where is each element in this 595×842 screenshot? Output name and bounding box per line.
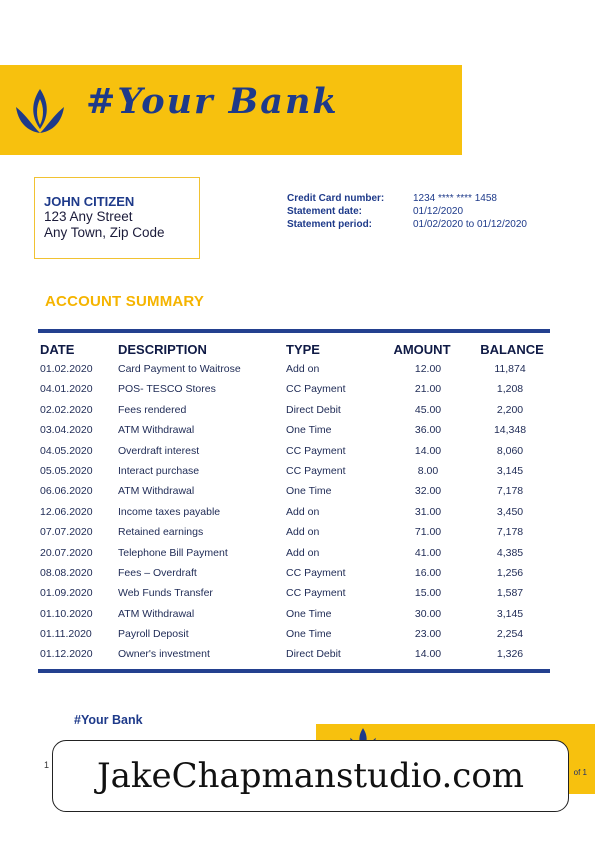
row-balance: 1,256 xyxy=(496,566,524,579)
row-amount: 8.00 xyxy=(417,464,439,477)
row-description: Income taxes payable xyxy=(118,505,221,518)
row-balance: 2,254 xyxy=(496,628,524,641)
header-balance: BALANCE xyxy=(480,342,544,357)
lotus-leaf-icon xyxy=(12,85,68,141)
table-header xyxy=(38,342,550,361)
customer-name: JOHN CITIZEN xyxy=(44,194,135,209)
row-balance: 14,348 xyxy=(493,424,527,437)
row-balance: 4,385 xyxy=(496,546,524,559)
table-row xyxy=(38,483,550,503)
customer-address-box xyxy=(34,177,200,259)
row-description: Fees rendered xyxy=(118,403,187,416)
row-amount: 16.00 xyxy=(414,566,442,579)
row-balance: 1,208 xyxy=(496,383,524,396)
row-balance: 2,200 xyxy=(496,403,524,416)
row-description: Payroll Deposit xyxy=(118,628,189,641)
row-balance: 3,450 xyxy=(496,505,524,518)
row-date: 01.09.2020 xyxy=(40,587,93,600)
row-type: Add on xyxy=(286,363,320,375)
row-type: One Time xyxy=(286,485,332,498)
statement-date-value: 01/12/2020 xyxy=(413,206,464,217)
row-description: Interact purchase xyxy=(118,464,200,477)
row-date: 12.06.2020 xyxy=(40,505,93,518)
row-amount: 12.00 xyxy=(414,363,442,375)
row-amount: 21.00 xyxy=(414,383,442,396)
table-row xyxy=(38,524,550,544)
row-description: Web Funds Transfer xyxy=(118,587,213,600)
table-row xyxy=(38,463,550,483)
row-description: ATM Withdrawal xyxy=(118,424,195,437)
table-row xyxy=(38,646,550,666)
row-type: One Time xyxy=(286,607,332,620)
table-row xyxy=(38,504,550,524)
table-row xyxy=(38,545,550,565)
table-row xyxy=(38,606,550,626)
row-type: CC Payment xyxy=(286,566,346,579)
footer-page-number: 1 xyxy=(44,760,50,770)
row-amount: 14.00 xyxy=(414,648,442,661)
row-description: Card Payment to Waitrose xyxy=(118,363,241,375)
card-number-label: Credit Card number: xyxy=(287,193,385,204)
row-date: 03.04.2020 xyxy=(40,424,93,437)
row-date: 06.06.2020 xyxy=(40,485,93,498)
row-description: Overdraft interest xyxy=(118,444,200,457)
table-row xyxy=(38,626,550,646)
bank-title: #Your Bank xyxy=(86,81,339,122)
row-amount: 31.00 xyxy=(414,505,442,518)
row-description: Telephone Bill Payment xyxy=(118,546,228,559)
row-date: 07.07.2020 xyxy=(40,526,93,539)
customer-street: 123 Any Street xyxy=(44,209,133,224)
bank-header-banner xyxy=(0,65,462,155)
row-amount: 15.00 xyxy=(414,587,442,600)
watermark-banner: JakeChapmanstudio.com xyxy=(52,740,569,812)
row-date: 04.01.2020 xyxy=(40,383,93,396)
table-row xyxy=(38,402,550,422)
row-type: One Time xyxy=(286,424,332,437)
row-type: Direct Debit xyxy=(286,648,341,661)
statement-period-value: 01/02/2020 to 01/12/2020 xyxy=(413,219,527,230)
row-type: Add on xyxy=(286,546,320,559)
row-amount: 32.00 xyxy=(414,485,442,498)
row-description: POS- TESCO Stores xyxy=(118,383,216,396)
row-amount: 71.00 xyxy=(414,526,442,539)
card-number-value: 1234 **** **** 1458 xyxy=(413,193,497,204)
transactions-table xyxy=(38,329,550,673)
account-summary-heading: ACCOUNT SUMMARY xyxy=(45,293,205,310)
row-description: Owner's investment xyxy=(118,648,210,661)
row-balance: 7,178 xyxy=(496,526,524,539)
header-description: DESCRIPTION xyxy=(118,342,207,357)
row-description: Retained earnings xyxy=(118,526,204,539)
row-type: CC Payment xyxy=(286,587,346,600)
header-type: TYPE xyxy=(286,342,320,357)
row-description: ATM Withdrawal xyxy=(118,607,195,620)
table-row xyxy=(38,443,550,463)
row-type: One Time xyxy=(286,628,332,641)
table-row xyxy=(38,381,550,401)
row-date: 01.02.2020 xyxy=(40,363,93,375)
header-date: DATE xyxy=(40,342,75,357)
row-type: CC Payment xyxy=(286,444,346,457)
row-description: Fees – Overdraft xyxy=(118,566,197,579)
row-type: CC Payment xyxy=(286,383,346,396)
row-date: 04.05.2020 xyxy=(40,444,93,457)
footer-page-of: of 1 xyxy=(573,768,587,777)
row-amount: 14.00 xyxy=(414,444,442,457)
row-balance: 7,178 xyxy=(496,485,524,498)
table-row xyxy=(38,565,550,585)
row-date: 20.07.2020 xyxy=(40,546,93,559)
row-balance: 8,060 xyxy=(496,444,524,457)
row-date: 02.02.2020 xyxy=(40,403,93,416)
row-amount: 30.00 xyxy=(414,607,442,620)
statement-date-label: Statement date: xyxy=(287,206,363,217)
statement-details xyxy=(287,192,527,231)
row-description: ATM Withdrawal xyxy=(118,485,195,498)
table-row xyxy=(38,361,550,381)
statement-period-label: Statement period: xyxy=(287,219,373,230)
row-amount: 23.00 xyxy=(414,628,442,641)
row-type: Direct Debit xyxy=(286,403,341,416)
row-balance: 1,587 xyxy=(496,587,524,600)
table-row xyxy=(38,422,550,442)
row-amount: 45.00 xyxy=(414,403,442,416)
row-date: 05.05.2020 xyxy=(40,464,93,477)
row-date: 08.08.2020 xyxy=(40,566,93,579)
footer-bank-name: #Your Bank xyxy=(74,713,143,727)
row-type: Add on xyxy=(286,526,320,539)
row-amount: 36.00 xyxy=(414,424,442,437)
row-date: 01.10.2020 xyxy=(40,607,93,620)
row-amount: 41.00 xyxy=(414,546,442,559)
table-row xyxy=(38,585,550,605)
row-balance: 11,874 xyxy=(494,363,526,375)
header-amount: AMOUNT xyxy=(393,342,451,357)
customer-city: Any Town, Zip Code xyxy=(44,225,165,240)
row-balance: 3,145 xyxy=(496,607,524,620)
row-type: Add on xyxy=(286,505,320,518)
row-type: CC Payment xyxy=(286,464,346,477)
row-balance: 1,326 xyxy=(496,648,524,661)
row-date: 01.11.2020 xyxy=(40,628,92,641)
row-balance: 3,145 xyxy=(496,464,524,477)
row-date: 01.12.2020 xyxy=(40,648,93,661)
